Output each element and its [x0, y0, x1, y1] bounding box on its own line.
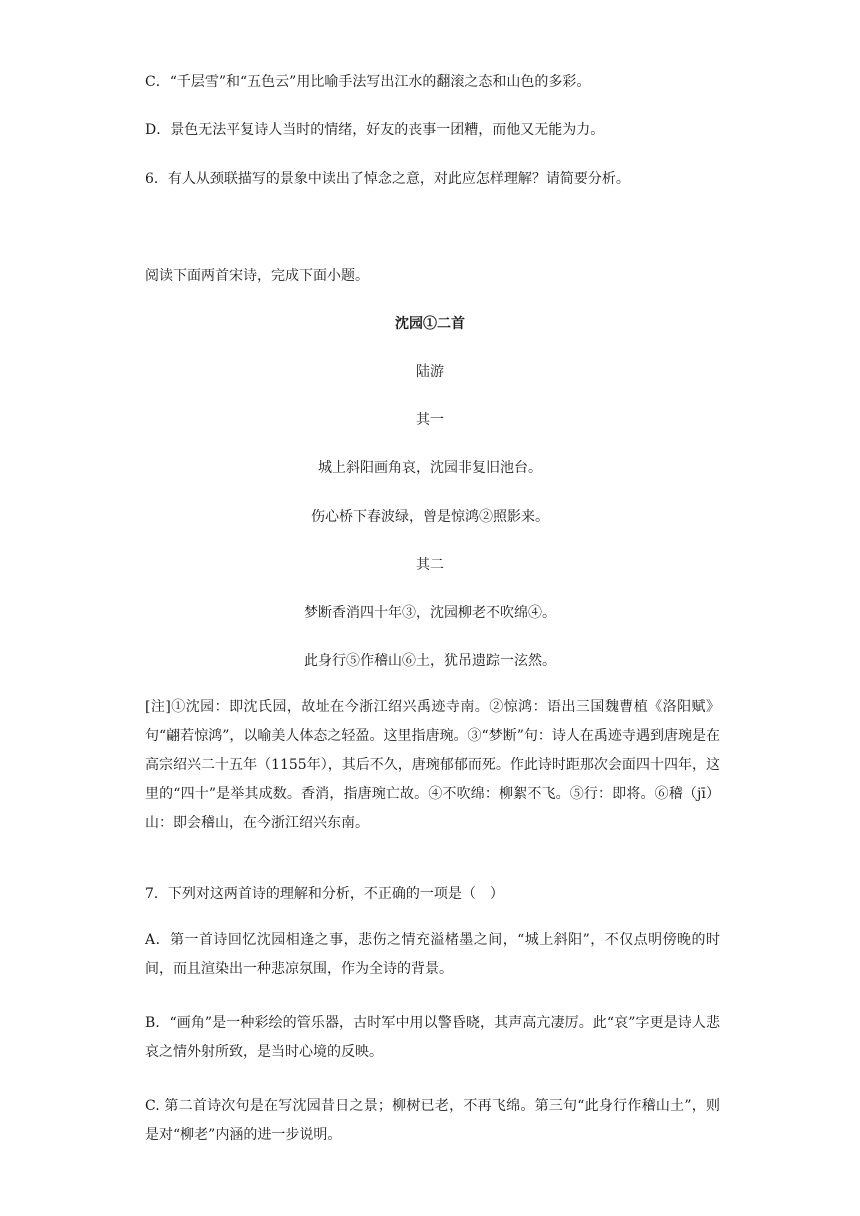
poem-part2-line2: 此身行⑤作稽山⑥土，犹吊遗踪一泫然。 — [304, 653, 556, 669]
poem-part1-line2: 伤心桥下春波绿，曾是惊鸿②照影来。 — [311, 509, 549, 525]
question-7-stem: 7．下列对这两首诗的理解和分析，不正确的一项是（ ） — [145, 886, 504, 902]
question-7-option-c: C. 第二首诗次句是在写沈园昔日之景；柳树已老，不再飞绵。第三句“此身行作稽山土”，则是对“柳老”内涵的进一步说明。 — [145, 1098, 720, 1143]
poem-part1-heading: 其一 — [416, 412, 444, 428]
poem-notes: [注]①沈园：即沈氏园，故址在今浙江绍兴禹迹寺南。②惊鸿：语出三国魏曹植《洛阳赋》句“翩若惊鸿”，以喻美人体态之轻盈。这里指唐琬。③“梦断”句：诗人在禹迹寺遇到唐琬是在高宗绍兴二十五年（1155年），其后不久，唐琬郁郁而死。作此诗时距那次会面四十四年，这里的“四十”是举其成数。香消，指唐琬亡故。④不吹绵：柳絮不飞。⑤行：即将。⑥稽（jī）山：即会稽山，在今浙江绍兴东南。 — [145, 699, 720, 831]
question-7-option-b: B．“画角”是一种彩绘的管乐器，古时军中用以警昏晓，其声高亢凄厉。此“哀”字更是诗人悲哀之情外射所致，是当时心境的反映。 — [145, 1015, 720, 1060]
prev-option-d: D．景色无法平复诗人当时的情绪，好友的丧事一团糟，而他又无能为力。 — [145, 122, 605, 138]
reading-intro: 阅读下面两首宋诗，完成下面小题。 — [145, 268, 369, 284]
poem-title: 沈园①二首 — [395, 316, 465, 332]
poem-part2-line1: 梦断香消四十年③，沈园柳老不吹绵④。 — [304, 605, 556, 621]
poem-part1-line1: 城上斜阳画角哀，沈园非复旧池台。 — [318, 460, 542, 476]
poem-part2-heading: 其二 — [416, 557, 444, 573]
prev-option-c: C．“千层雪”和“五色云”用比喻手法写出江水的翻滚之态和山色的多彩。 — [145, 74, 591, 90]
poem-author: 陆游 — [416, 364, 444, 380]
question-7-option-a: A．第一首诗回忆沈园相逢之事，悲伤之情充溢楮墨之间，“城上斜阳”，不仅点明傍晚的时间，而且渲染出一种悲凉氛围，作为全诗的背景。 — [145, 932, 720, 977]
question-6: 6．有人从颈联描写的景象中读出了悼念之意，对此应怎样理解？请简要分析。 — [145, 171, 630, 187]
